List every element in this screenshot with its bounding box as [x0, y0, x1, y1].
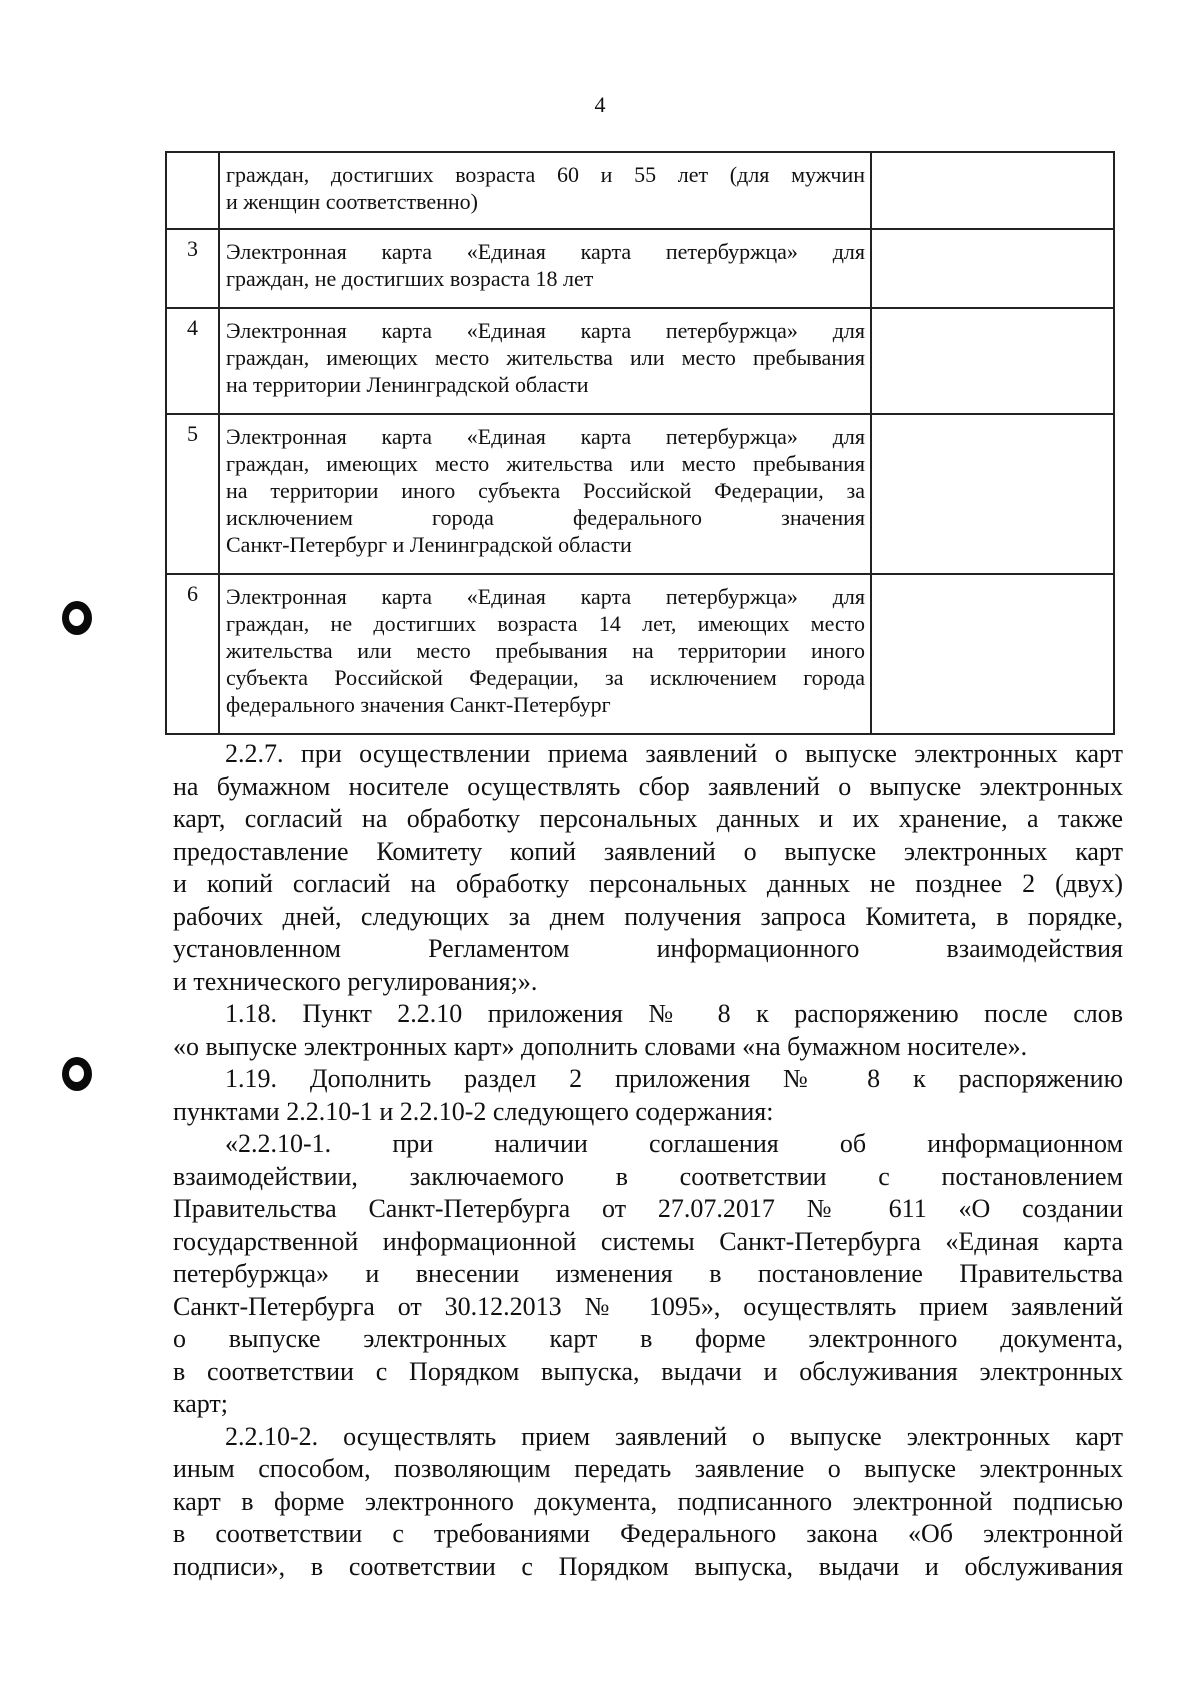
row-text-line: Санкт-Петербург и Ленинградской области [226, 532, 632, 557]
text-line: взаимодействии, заключаемого в соответствии с постановлением [173, 1161, 1123, 1191]
text-line: в соответствии с Порядком выпуска, выдачи и обслуживания электронных [173, 1356, 1123, 1386]
empty-cell [871, 152, 1114, 229]
text-line: государственной информационной системы Санкт-Петербурга «Единая карта [173, 1226, 1123, 1256]
row-text-line: граждан, не достигших возраста 14 лет, имеющих место [226, 611, 865, 636]
text-line: о выпуске электронных карт в форме электронного документа, [173, 1324, 1123, 1353]
paragraph-2-2-7 [173, 738, 1123, 998]
punch-hole-lower [62, 1057, 92, 1091]
empty-cell [871, 414, 1114, 574]
table-row [166, 414, 1114, 574]
table-row [166, 574, 1114, 734]
row-text-line: на территории иного субъекта Российской Федерации, за [226, 478, 865, 503]
text-line: 1.19. Дополнить раздел 2 приложения № 8 к распоряжению [225, 1064, 1123, 1093]
row-text-line: граждан, достигших возраста 60 и 55 лет (для мужчин [226, 162, 865, 187]
paragraph-2-2-10-2 [173, 1421, 1123, 1584]
text-line: подписи», в соответствии с Порядком выпуска, выдачи и обслуживания [173, 1551, 1123, 1581]
text-line: 2.2.10-2. осуществлять прием заявлений о выпуске электронных карт [225, 1421, 1123, 1451]
text-line: предоставление Комитету копий заявлений о выпуске электронных карт [173, 836, 1123, 866]
empty-cell [871, 308, 1114, 414]
text-line: рабочих дней, следующих за днем получения запроса Комитета, в порядке, [173, 901, 1123, 931]
text-line: петербуржца» и внесении изменения в постановление Правительства [173, 1259, 1123, 1288]
row-text-line: Электронная карта «Единая карта петербуржца» для [226, 424, 865, 449]
row-text-line: исключением города федерального значения [226, 505, 865, 530]
row-text-line: граждан, не достигших возраста 18 лет [226, 266, 594, 291]
table-row [166, 308, 1114, 414]
document-body [173, 738, 1123, 1583]
text-line: и технического регулирования;». [173, 966, 538, 996]
text-line: иным способом, позволяющим передать заявление о выпуске электронных [173, 1454, 1123, 1483]
row-number: 3 [166, 229, 219, 308]
text-line: карт; [173, 1389, 229, 1418]
row-description [219, 152, 871, 229]
row-number: 6 [166, 574, 219, 734]
text-line: «2.2.10-1. при наличии соглашения об информационном [225, 1129, 1123, 1158]
text-line: Санкт-Петербурга от 30.12.2013 № 1095», осуществлять прием заявлений [173, 1291, 1123, 1321]
row-number [166, 152, 219, 229]
empty-cell [871, 229, 1114, 308]
paragraph-1-18 [173, 998, 1123, 1063]
row-number: 4 [166, 308, 219, 414]
text-line: на бумажном носителе осуществлять сбор заявлений о выпуске электронных [173, 771, 1123, 801]
table-row [166, 152, 1114, 229]
empty-cell [871, 574, 1114, 734]
row-text-line: на территории Ленинградской области [226, 372, 589, 397]
row-text-line: Электронная карта «Единая карта петербуржца» для [226, 584, 865, 609]
text-line: Правительства Санкт-Петербурга от 27.07.2017 № 611 «О создании [173, 1194, 1123, 1223]
row-text-line: Электронная карта «Единая карта петербуржца» для [226, 318, 865, 343]
row-number: 5 [166, 414, 219, 574]
text-line: в соответствии с требованиями Федерального закона «Об электронной [173, 1519, 1123, 1548]
row-text-line: федерального значения Санкт-Петербург [226, 692, 611, 717]
page-number: 4 [594, 92, 606, 117]
row-description [219, 308, 871, 414]
text-line: и копий согласий на обработку персональных данных не позднее 2 (двух) [173, 869, 1123, 898]
row-description [219, 229, 871, 308]
table-row [166, 229, 1114, 308]
text-line: 2.2.7. при осуществлении приема заявлений о выпуске электронных карт [225, 739, 1123, 768]
row-text-line: и женщин соответственно) [226, 189, 478, 214]
paragraph-1-19 [173, 1063, 1123, 1128]
text-line: карт в форме электронного документа, подписанного электронной подписью [173, 1486, 1123, 1516]
text-line: установленном Регламентом информационного взаимодействия [173, 934, 1123, 963]
row-description [219, 414, 871, 574]
card-types-table [165, 151, 1115, 735]
row-text-line: Электронная карта «Единая карта петербуржца» для [226, 239, 865, 264]
text-line: пунктами 2.2.10-1 и 2.2.10-2 следующего содержания: [173, 1096, 774, 1126]
text-line: 1.18. Пункт 2.2.10 приложения № 8 к распоряжению после слов [225, 999, 1123, 1028]
text-line: «о выпуске электронных карт» дополнить словами «на бумажном носителе». [173, 1031, 1028, 1061]
text-line: карт, согласий на обработку персональных данных и их хранение, а также [173, 804, 1123, 833]
row-description [219, 574, 871, 734]
row-text-line: субъекта Российской Федерации, за исключением города [226, 665, 865, 690]
paragraph-2-2-10-1 [173, 1128, 1123, 1421]
row-text-line: граждан, имеющих место жительства или место пребывания [226, 451, 865, 476]
row-text-line: жительства или место пребывания на территории иного [226, 638, 865, 663]
punch-hole-upper [62, 601, 92, 635]
row-text-line: граждан, имеющих место жительства или место пребывания [226, 345, 865, 370]
